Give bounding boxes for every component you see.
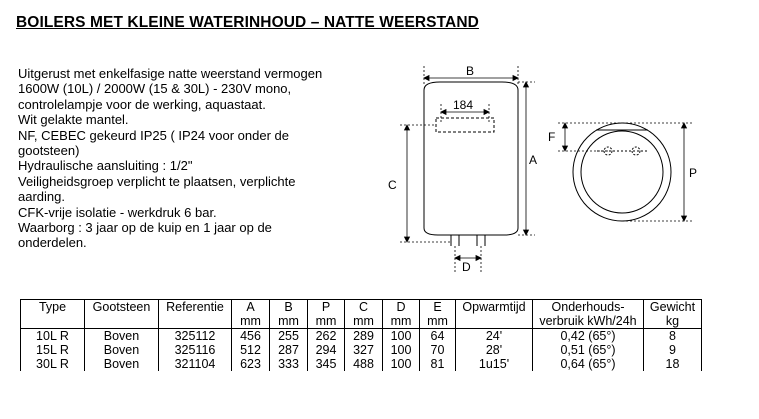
table-cell: 512 [232,343,270,357]
table-cell: 456 [232,329,270,344]
table-cell: 70 [420,343,456,357]
table-cell: 327 [345,343,383,357]
boiler-top-view [573,123,671,221]
dimension-label-B: B [466,64,475,78]
table-cell: 15L R [21,343,85,357]
table-cell: 8 [644,329,702,344]
table-cell: 262 [308,329,345,344]
table-row [21,329,702,344]
header-cell: Gewicht [644,300,702,315]
table-unit-row [21,314,702,329]
table-header-row [21,300,702,315]
description-line: Wit gelakte mantel. [18,112,129,128]
table-cell: 24' [456,329,533,344]
dimension-C [400,125,451,242]
unit-cell [21,314,85,329]
table-cell: 18 [644,357,702,371]
unit-cell: mm [270,314,308,329]
dimension-label-F: F [548,130,556,144]
table-cell: 289 [345,329,383,344]
table-cell: 28' [456,343,533,357]
table-cell: 287 [270,343,308,357]
unit-cell: kg [644,314,702,329]
description-line: aarding. [18,189,65,205]
table-cell: Boven [85,343,159,357]
header-cell: Referentie [159,300,232,315]
table-cell: Boven [85,357,159,371]
dimension-label-D: D [462,260,471,274]
table-cell: 9 [644,343,702,357]
table-cell: 64 [420,329,456,344]
table-cell: 321104 [159,357,232,371]
header-cell: Gootsteen [85,300,159,315]
table-cell: 0,64 (65°) [533,357,644,371]
description-line: onderdelen. [18,235,87,251]
table-row [21,343,702,357]
table-cell: 325116 [159,343,232,357]
description-line: Hydraulische aansluiting : 1/2" [18,158,193,174]
table-cell: 333 [270,357,308,371]
dimension-label-A: A [529,153,538,167]
table-cell: 0,51 (65°) [533,343,644,357]
table-cell: 100 [383,343,420,357]
page-title: BOILERS MET KLEINE WATERINHOUD – NATTE WEERSTAND [16,14,479,31]
table-cell: 100 [383,329,420,344]
product-description [18,66,378,251]
description-line: NF, CEBEC gekeurd IP25 ( IP24 voor onder de [18,127,289,143]
boiler-dimension-drawing [380,52,720,277]
unit-cell: mm [308,314,345,329]
header-cell: A [232,300,270,315]
table-cell: 488 [345,357,383,371]
table-cell: 345 [308,357,345,371]
description-line: CFK-vrije isolatie - werkdruk 6 bar. [18,204,217,220]
table-cell: 623 [232,357,270,371]
table-cell: 1u15' [456,357,533,371]
table-cell: 325112 [159,329,232,344]
header-cell: E [420,300,456,315]
table-cell: Boven [85,329,159,344]
table-cell: 81 [420,357,456,371]
specifications-table [20,299,702,371]
table-cell: 255 [270,329,308,344]
table-cell: 294 [308,343,345,357]
header-cell: Onderhouds- [533,300,644,315]
unit-cell: mm [345,314,383,329]
unit-cell: mm [232,314,270,329]
table-cell: 100 [383,357,420,371]
header-cell: B [270,300,308,315]
header-cell: C [345,300,383,315]
table-cell: 30L R [21,357,85,371]
header-cell: P [308,300,345,315]
description-line: Uitgerust met enkelfasige natte weerstand vermogen [18,66,323,81]
description-line: Veiligheidsgroep verplicht te plaatsen, verplichte [18,173,296,189]
unit-cell [85,314,159,329]
dimension-label-P: P [689,166,698,180]
unit-cell [456,314,533,329]
description-line: gootsteen) [18,143,80,159]
table-cell: 0,42 (65°) [533,329,644,344]
dimension-label-C: C [388,178,397,192]
header-cell: D [383,300,420,315]
table-cell: 10L R [21,329,85,344]
description-line: Waarborg : 3 jaar op de kuip en 1 jaar op de [18,220,272,236]
unit-cell: verbruik kWh/24h [533,314,644,329]
unit-cell [159,314,232,329]
description-line: 1600W (10L) / 2000W (15 & 30L) - 230V mono, [18,81,292,97]
dimension-label-184: 184 [453,98,474,112]
header-cell: Opwarmtijd [456,300,533,315]
table-row [21,357,702,371]
unit-cell: mm [420,314,456,329]
header-cell: Type [21,300,85,315]
unit-cell: mm [383,314,420,329]
description-line: controlelampje voor de werking, aquastaat. [18,96,266,112]
